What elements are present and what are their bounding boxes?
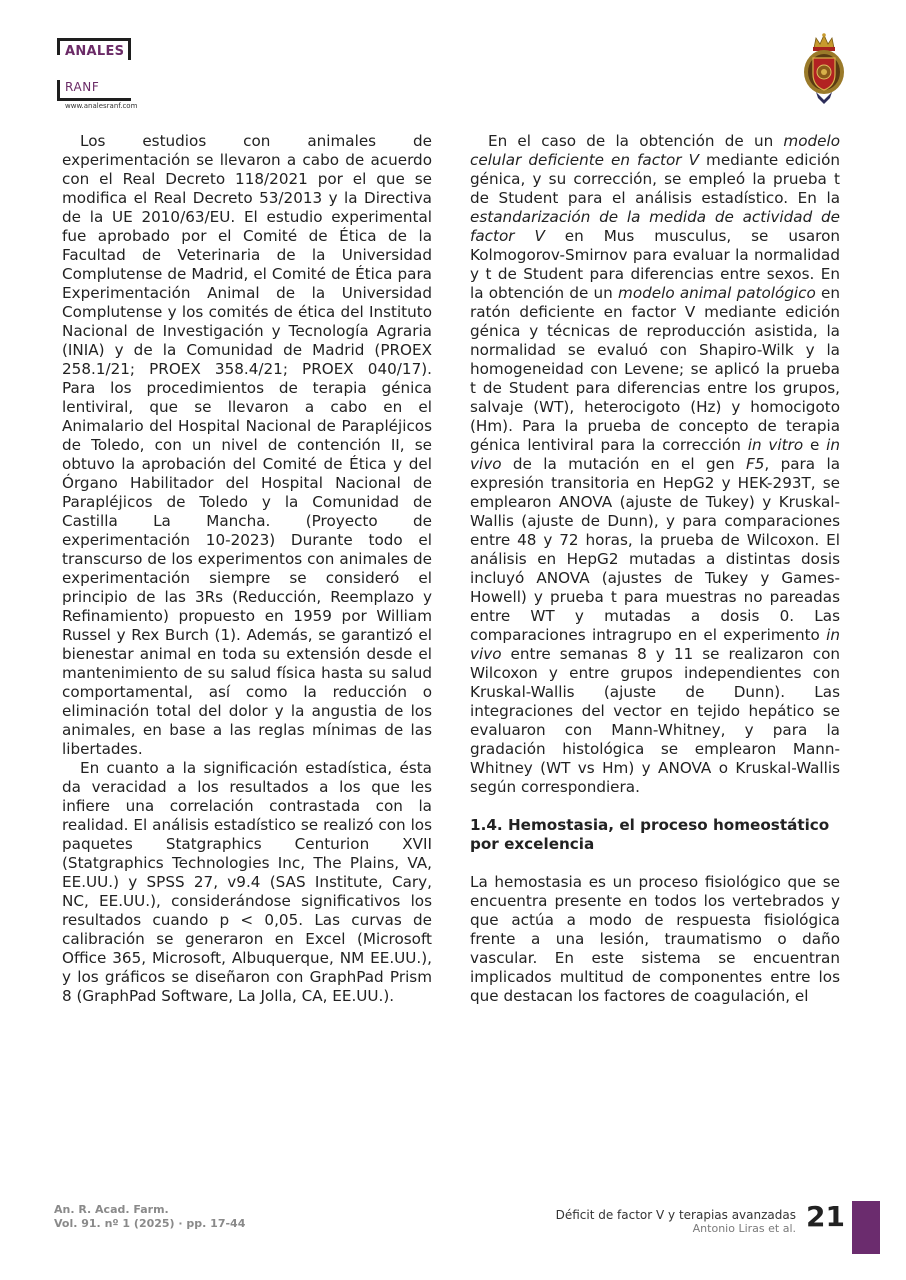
logo-anales-text: ANALES xyxy=(65,44,125,59)
logo-ranf-text: RANF xyxy=(65,80,100,94)
logo-frame-left xyxy=(57,38,60,55)
right-column xyxy=(470,132,840,1006)
ethics-paragraph: Los estudios con animales de experimentación se llevaron a cabo de acuerdo con el Real Decreto 118/2021 por el que se modifica el Real Decreto 53/2013 y la Directiva de la UE 2010/63/EU. El estudio experimental fue aprobado por el Comité de Ética de la Facultad de Veterinaria de la Universidad Complutense de Madrid, el Comité de Ética para Experimentación Animal de la Universidad Complutense y los comités de ética del Instituto Nacional de Investigación y Tecnología Agraria (INIA) y de la Comunidad de Madrid (PROEX 258.1/21; PROEX 358.4/21; PROEX 040/17). Para los procedimientos de terapia génica lentiviral, que se llevaron a cabo en el Animalario del Hospital Nacional de Parapléjicos de Toledo, con un nivel de contención II, se obtuvo la aprobación del Comité de Ética y del Órgano Habilitador del Hospital Nacional de Parapléjicos de Toledo y la Comunidad de Castilla La Mancha. (Proyecto de experimentación 10-2023) Durante todo el transcurso de los experimentos con animales de experimentación siempre se consideró el principio de las 3Rs (Reducción, Reemplazo y Refinamiento) propuesto en 1959 por William Russel y Rex Burch (1). Además, se garantizó el bienestar animal en toda su extensión desde el mantenimiento de su salud física hasta su salud comportamental, así como la reducción o eliminación total del dolor y la angustia de los animales, en base a las reglas mínimas de las libertades. xyxy=(62,132,432,758)
section-heading: 1.4. Hemostasia, el proceso homeostático por excelencia xyxy=(470,816,830,853)
left-column xyxy=(62,132,432,1006)
royal-academy-crest-icon xyxy=(800,32,848,104)
journal-citation xyxy=(54,1203,245,1231)
page-number: 21 xyxy=(806,1200,845,1233)
logo-url: www.analesranf.com xyxy=(65,102,138,110)
running-header xyxy=(556,1208,796,1236)
logo-frame-right xyxy=(128,38,131,60)
statistics-paragraph: En cuanto a la significación estadística, ésta da veracidad a los resultados a los que les infiere una correlación contrastada con la realidad. El análisis estadístico se realizó con los paquetes Statgraphics Centurion XVII (Statgraphics Technologies Inc, The Plains, VA, EE.UU.) y SPSS 27, v9.4 (SAS Institute, Cary, NC, EE.UU.), considerándose significativos los resultados cuando p < 0,05. Las curvas de calibración se generaron en Excel (Microsoft Office 365, Microsoft, Albuquerque, NM EE.UU.), y los gráficos se diseñaron con GraphPad Prism 8 (GraphPad Software, La Jolla, CA, EE.UU.). xyxy=(62,759,432,1005)
methods-statistics-paragraph: En el caso de la obtención de un modelo celular deficiente en factor V mediante edición génica, y su corrección, se empleó la prueba t de Student para el análisis estadístico. En la estandarización de la medida de actividad de factor V en Mus musculus, se usaron Kolmogorov-Smirnov para evaluar la normalidad y t de Student para diferencias entre sexos. En la obtención de un modelo animal patológico en ratón deficiente en factor V mediante edición génica y técnicas de reproducción asistida, la normalidad se evaluó con Shapiro-Wilk y la homogeneidad con Levene; se aplicó la prueba t de Student para diferencias entre los grupos, salvaje (WT), heterocigoto (Hz) y homocigoto (Hm). Para la prueba de concepto de terapia génica lentiviral para la corrección in vitro e in vivo de la mutación en el gen F5, para la expresión transitoria en HepG2 y HEK-293T, se emplearon ANOVA (ajuste de Tukey) y Kruskal-Wallis (ajuste de Dunn), y para comparaciones entre 48 y 72 horas, la prueba de Wilcoxon. El análisis en HepG2 mutadas a distintas dosis incluyó ANOVA (ajustes de Tukey y Games-Howell) y prueba t para muestras no pareadas entre WT y mutadas a dosis 0. Las comparaciones intragrupo en el experimento in vivo entre semanas 8 y 11 se realizaron con Wilcoxon y entre grupos independientes con Kruskal-Wallis (ajuste de Dunn). Las integraciones del vector en tejido hepático se evaluaron con Mann-Whitney, y para la gradación histológica se emplearon Mann-Whitney (WT vs Hm) y ANOVA o Kruskal-Wallis según correspondiera. xyxy=(470,132,841,796)
journal-logo xyxy=(57,38,177,118)
journal-name: An. R. Acad. Farm. xyxy=(54,1203,169,1216)
journal-volume: Vol. 91. nº 1 (2025) · pp. 17-44 xyxy=(54,1217,246,1230)
logo-frame-top xyxy=(57,38,131,41)
logo-frame-bottom xyxy=(57,98,131,101)
page-accent-bar xyxy=(852,1201,880,1254)
article-authors: Antonio Liras et al. xyxy=(692,1222,796,1235)
hemostasis-paragraph: La hemostasia es un proceso fisiológico que se encuentra presente en todos los vertebrados y que actúa a modo de respuesta fisiológica frente a una lesión, traumatismo o daño vascular. En este sistema se encuentran implicados multitud de componentes entre los que destacan los factores de coagulación, el xyxy=(470,873,840,1005)
article-title: Déficit de factor V y terapias avanzadas xyxy=(555,1208,796,1222)
